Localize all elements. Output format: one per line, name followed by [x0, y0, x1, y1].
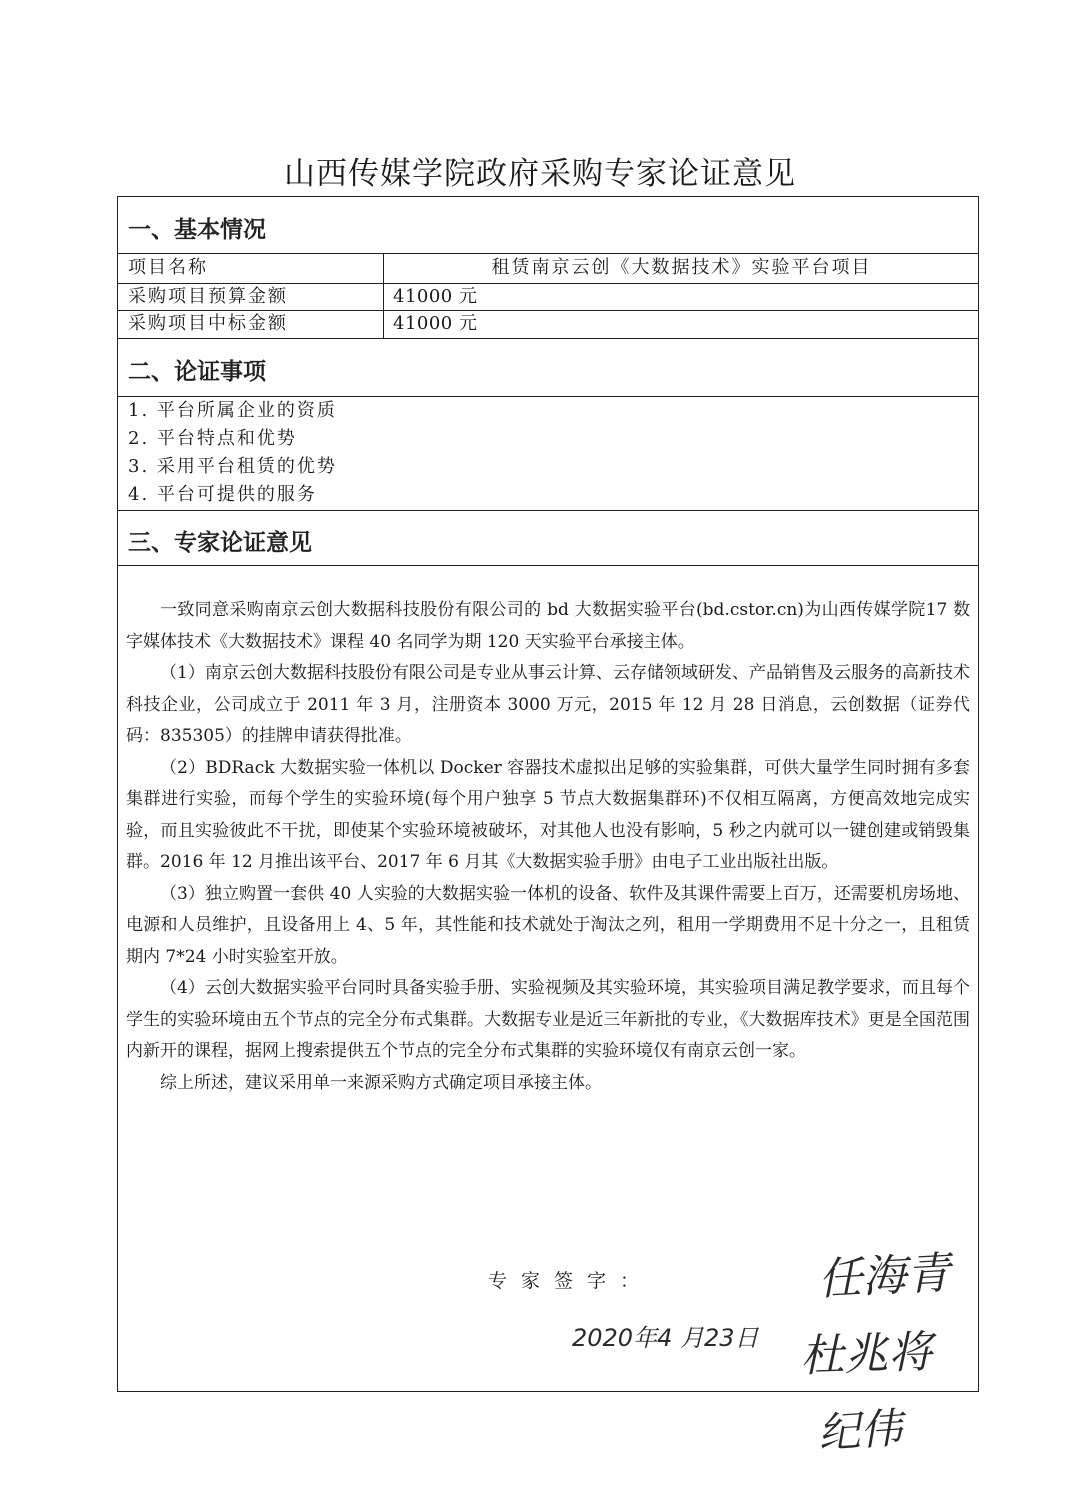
section-heading-items: 二、论证事项	[128, 359, 266, 385]
divider	[118, 338, 978, 339]
row-label-award: 采购项目中标金额	[128, 313, 288, 334]
page-title: 山西传媒学院政府采购专家论证意见	[284, 156, 796, 192]
section-heading-basic: 一、基本情况	[128, 217, 266, 243]
divider	[118, 510, 978, 511]
signature: 杜兆将	[799, 1326, 934, 1383]
section-heading-opinion: 三、专家论证意见	[128, 530, 312, 556]
list-item: 4. 平台可提供的服务	[128, 484, 317, 505]
signature: 纪伟	[816, 1403, 904, 1458]
opinion-paragraph: （2）BDRack 大数据实验一体机以 Docker 容器技术虚拟出足够的实验集群，可供大量学生同时拥有多套集群进行实验，而每个学生的实验环境(每个用户独享 5 节点大数据集群环)不仅相互隔离，方便高效地完成实验，而且实验彼此不干扰，即使某个实验环境被破坏，对其他人也没有影响，5 秒之内就可以一键创建或销毁集群。2016 年 12 月推出该平台、2017 年 6 月其《大数据实验手册》由电子工业出版社出版。	[126, 757, 970, 872]
opinion-paragraph: （1）南京云创大数据科技股份有限公司是专业从事云计算、云存储领域研发、产品销售及云服务的高新技术科技企业，公司成立于 2011 年 3 月，注册资本 3000 万元，2015 年 12 月 28 日消息，云创数据（证券代码：835305）的挂牌申请获得批准。	[126, 663, 970, 746]
opinion-paragraph: （4）云创大数据实验平台同时具备实验手册、实验视频及其实验环境，其实验项目满足教学要求，而且每个学生的实验环境由五个节点的完全分布式集群。大数据专业是近三年新批的专业，《大数据库技术》更是全国范围内新开的课程，据网上搜索提供五个节点的完全分布式集群的实验环境仅有南京云创一家。	[126, 978, 970, 1061]
list-item: 2. 平台特点和优势	[128, 428, 297, 449]
signer-label: 专家签字：	[488, 1270, 654, 1292]
list-item: 3. 采用平台租赁的优势	[128, 456, 337, 477]
list-item: 1. 平台所属企业的资质	[128, 400, 337, 421]
row-value-award: 41000 元	[393, 313, 478, 334]
opinion-paragraph: 一致同意采购南京云创大数据科技股份有限公司的 bd 大数据实验平台(bd.cstor.cn)为山西传媒学院17 数字媒体技术《大数据技术》课程 40 名同学为期 120 天实验平台承接主体。	[126, 600, 970, 652]
signing-date: 2020年4 月23日	[572, 1324, 759, 1352]
signature: 任海青	[816, 1247, 952, 1306]
row-label-budget: 采购项目预算金额	[128, 286, 288, 307]
opinion-body	[126, 595, 970, 1099]
divider	[118, 565, 978, 566]
row-value-budget: 41000 元	[393, 286, 478, 307]
opinion-form	[117, 196, 979, 1392]
row-value-project-name: 租赁南京云创《大数据技术》实验平台项目	[491, 257, 872, 278]
row-label-project-name: 项目名称	[128, 257, 208, 278]
opinion-paragraph: （3）独立购置一套供 40 人实验的大数据实验一体机的设备、软件及其课件需要上百万，还需要机房场地、电源和人员维护，且设备用上 4、5 年，其性能和技术就处于淘汰之列，租用一学期费用不足十分之一，且租赁期内 7*24 小时实验室开放。	[126, 883, 970, 967]
opinion-paragraph: 综上所述，建议采用单一来源采购方式确定项目承接主体。	[160, 1072, 602, 1093]
